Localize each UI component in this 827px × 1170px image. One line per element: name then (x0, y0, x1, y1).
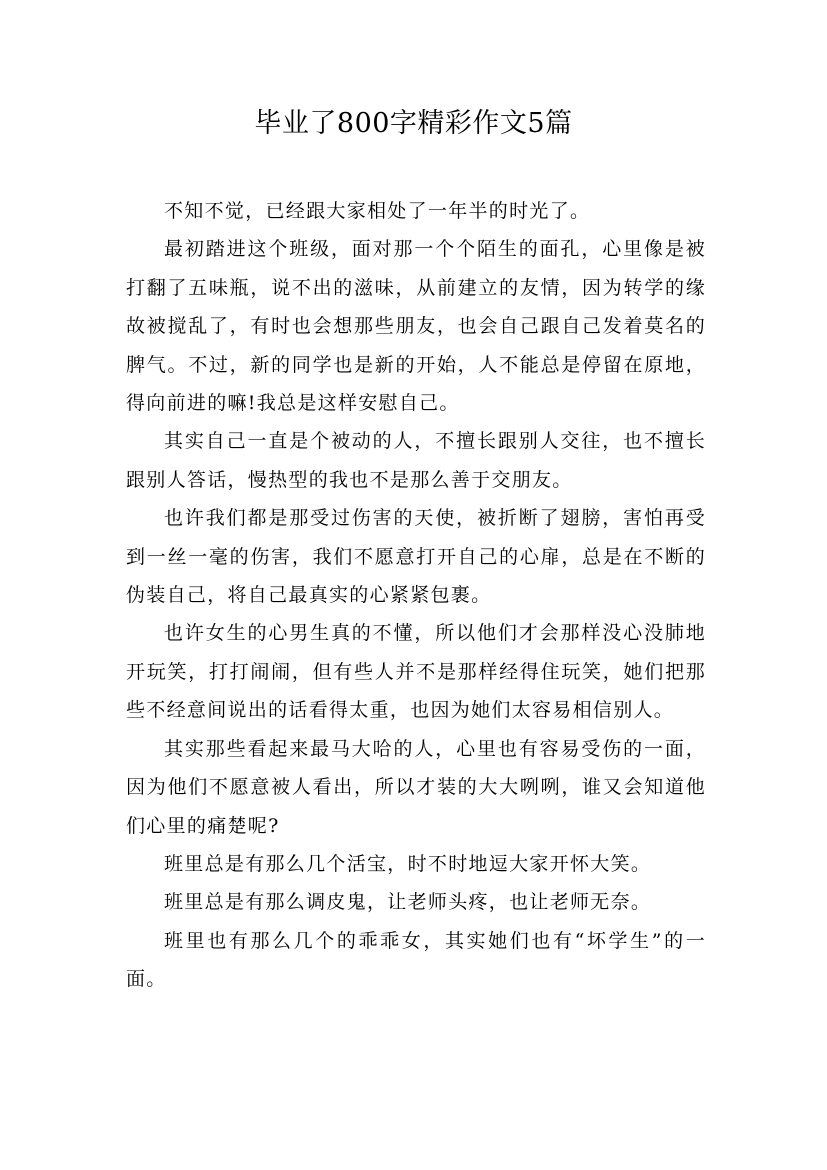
paragraph: 班里也有那么几个的乖乖女，其实她们也有“坏学生”的一面。 (126, 929, 706, 991)
document-body (126, 192, 706, 999)
paragraph: 其实那些看起来最马大哈的人，心里也有容易受伤的一面，因为他们不愿意被人看出，所以才装的大大咧咧，谁又会知道他们心里的痛楚呢? (126, 737, 706, 837)
paragraph: 其实自己一直是个被动的人，不擅长跟别人交往，也不擅长跟别人答话，慢热型的我也不是那么善于交朋友。 (126, 430, 706, 491)
paragraph: 不知不觉，已经跟大家相处了一年半的时光了。 (164, 200, 591, 222)
paragraph: 班里总是有那么几个活宝，时不时地逗大家开怀大笑。 (164, 852, 652, 875)
paragraph: 班里总是有那么调皮鬼，让老师头疼，也让老师无奈。 (164, 891, 652, 914)
paragraph: 也许我们都是那受过伤害的天使，被折断了翅膀，害怕再受到一丝一毫的伤害，我们不愿意打开自己的心扉，总是在不断的伪装自己，将自己最真实的心紧紧包裹。 (126, 507, 706, 607)
page-title: 毕业了800字精彩作文5篇 (254, 108, 573, 139)
paragraph: 最初踏进这个班级，面对那一个个陌生的面孔，心里像是被打翻了五味瓶，说不出的滋味，从前建立的友情，因为转学的缘故被搅乱了，有时也会想那些朋友，也会自己跟自己发着莫名的脾气。不过，新的同学也是新的开始，人不能总是停留在原地，得向前进的嘛!我总是这样安慰自己。 (126, 238, 706, 415)
paragraph: 也许女生的心男生真的不懂，所以他们才会那样没心没肺地开玩笑，打打闹闹，但有些人并不是那样经得住玩笑，她们把那些不经意间说出的话看得太重，也因为她们太容易相信别人。 (126, 622, 706, 722)
